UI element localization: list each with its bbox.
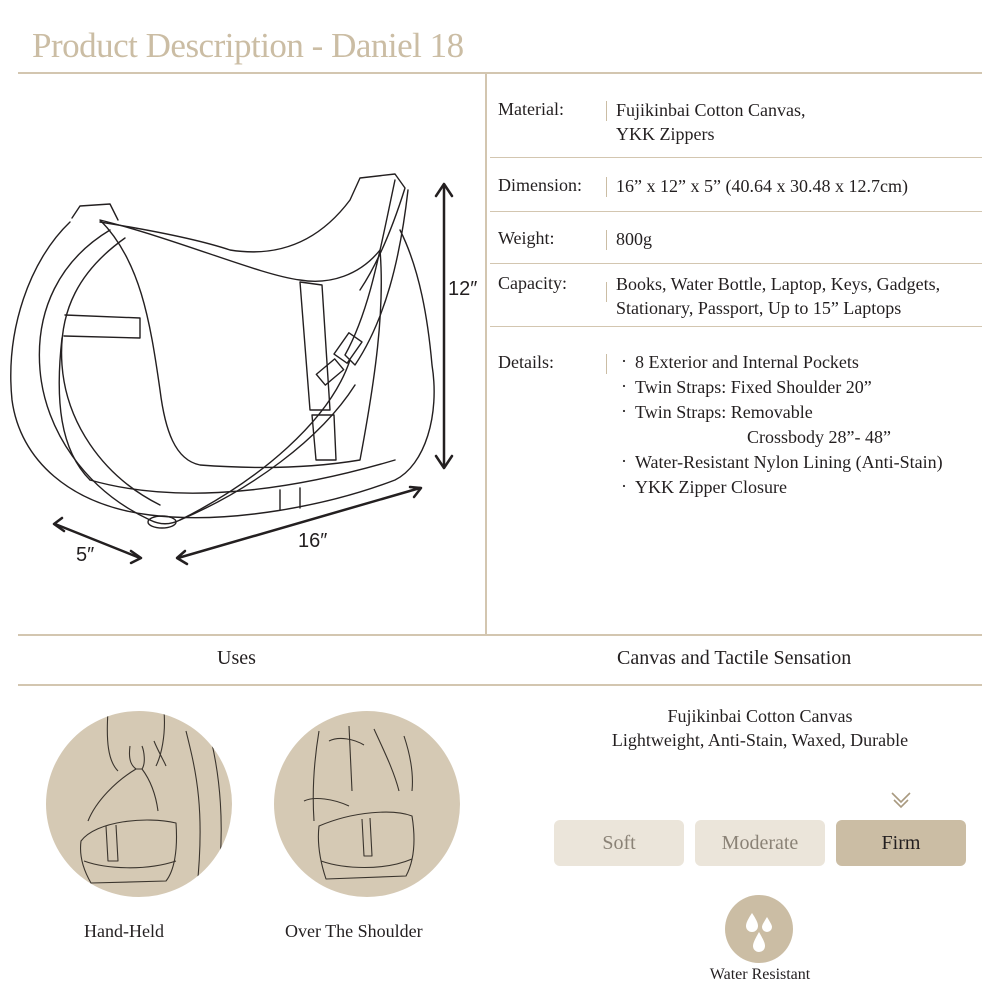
dimension-bar — [606, 177, 607, 197]
width-label: 16″ — [298, 530, 328, 552]
dimension-label: Dimension: — [498, 175, 582, 195]
weight-value: 800g — [616, 229, 652, 249]
weight-bar — [606, 230, 607, 250]
spec-divider — [490, 157, 982, 158]
details-bullet: · — [621, 376, 627, 396]
capacity-bar — [606, 282, 607, 302]
over-shoulder-image — [274, 711, 460, 897]
canvas-heading: Canvas and Tactile Sensation — [617, 647, 852, 669]
hand-held-label: Hand-Held — [84, 921, 164, 941]
details-item: Crossbody 28”- 48” — [747, 427, 891, 447]
over-shoulder-label: Over The Shoulder — [285, 921, 423, 941]
dimension-value: 16” x 12” x 5” (40.64 x 30.48 x 12.7cm) — [616, 176, 908, 196]
details-bar — [606, 354, 607, 374]
tactile-firm: Firm — [836, 820, 966, 866]
details-bullet: · — [621, 401, 627, 421]
water-resistant-icon — [725, 895, 793, 963]
selected-indicator-icon — [889, 790, 913, 812]
details-bullet: · — [621, 476, 627, 496]
spec-divider — [490, 326, 982, 327]
material-value-2: YKK Zippers — [616, 124, 715, 144]
details-bullet: · — [621, 351, 627, 371]
material-value-1: Fujikinbai Cotton Canvas, — [616, 100, 806, 120]
depth-label: 5″ — [76, 544, 95, 566]
page-title: Product Description - Daniel 18 — [32, 26, 464, 65]
over-shoulder-illustration — [274, 711, 460, 897]
dimension-arrows — [0, 0, 485, 634]
capacity-label: Capacity: — [498, 273, 567, 293]
material-label: Material: — [498, 99, 564, 119]
details-item: YKK Zipper Closure — [635, 477, 787, 497]
height-label: 12″ — [448, 278, 478, 300]
details-label: Details: — [498, 352, 554, 372]
hand-held-illustration — [46, 711, 232, 897]
section-divider — [18, 634, 982, 636]
column-divider — [485, 74, 487, 634]
material-bar — [606, 101, 607, 121]
tactile-soft: Soft — [554, 820, 684, 866]
details-bullet: · — [621, 451, 627, 471]
details-item: Twin Straps: Fixed Shoulder 20” — [635, 377, 872, 397]
details-item: Water-Resistant Nylon Lining (Anti-Stain) — [635, 452, 943, 472]
canvas-properties: Lightweight, Anti-Stain, Waxed, Durable — [611, 730, 909, 750]
details-item: Twin Straps: Removable — [635, 402, 813, 422]
hand-held-image — [46, 711, 232, 897]
capacity-value-1: Books, Water Bottle, Laptop, Keys, Gadgets, — [616, 274, 941, 294]
subsection-divider — [18, 684, 982, 686]
uses-heading: Uses — [217, 647, 256, 669]
details-item: 8 Exterior and Internal Pockets — [635, 352, 859, 372]
capacity-value-2: Stationary, Passport, Up to 15” Laptops — [616, 298, 902, 318]
spec-divider — [490, 263, 982, 264]
tactile-moderate: Moderate — [695, 820, 825, 866]
water-resistant-label: Water Resistant — [709, 966, 811, 983]
canvas-material: Fujikinbai Cotton Canvas — [667, 706, 853, 726]
spec-divider — [490, 211, 982, 212]
weight-label: Weight: — [498, 228, 555, 248]
